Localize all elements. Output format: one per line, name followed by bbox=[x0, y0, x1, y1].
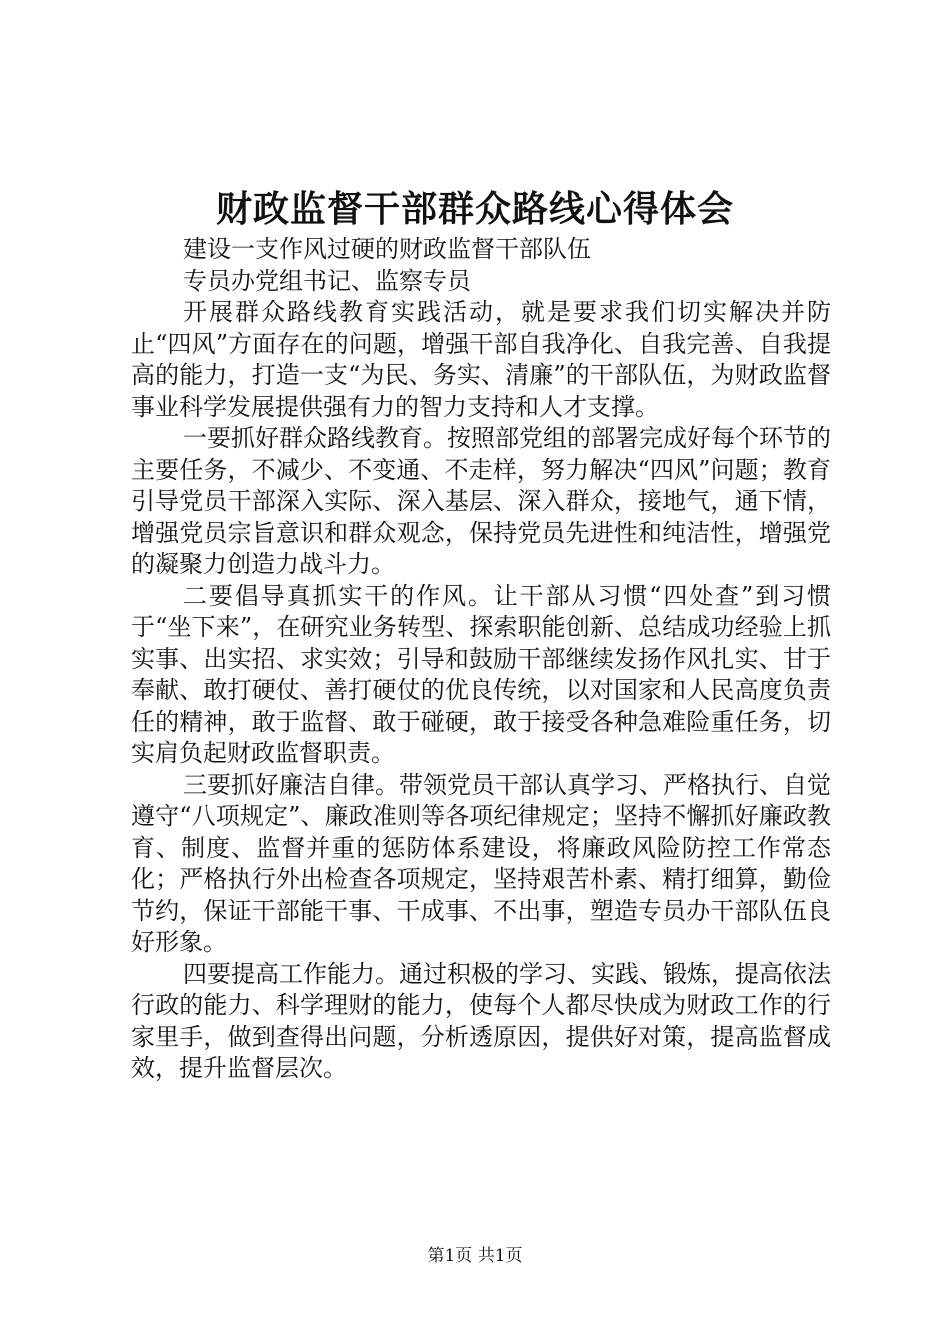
body-paragraph-4: 四要提高工作能力。通过积极的学习、实践、锻炼，提高依法行政的能力、科学理财的能力，使每个人都尽快成为财政工作的行家里手，做到查得出问题，分析透原因，提供好对策，提高监督成效，提升监督层次。 bbox=[131, 959, 831, 1082]
page-number-footer: 第1页 共1页 bbox=[427, 1246, 523, 1266]
subtitle-paragraph: 建设一支作风过硬的财政监督干部队伍 bbox=[183, 235, 591, 263]
document-body bbox=[131, 234, 831, 1085]
intro-paragraph: 开展群众路线教育实践活动，就是要求我们切实解决并防止“四风”方面存在的问题，增强干部自我净化、自我完善、自我提高的能力，打造一支“为民、务实、清廉”的干部队伍，为财政监督事业科学发展提供强有力的智力支持和人才支撑。 bbox=[131, 298, 831, 421]
body-paragraph-3: 三要抓好廉洁自律。带领党员干部认真学习、严格执行、自觉遵守“八项规定”、廉政准则等各项纪律规定；坚持不懈抓好廉政教育、制度、监督并重的惩防体系建设，将廉政风险防控工作常态化；严格执行外出检查各项规定，坚持艰苦朴素、精打细算，勤俭节约，保证干部能干事、干成事、不出事，塑造专员办干部队伍良好形象。 bbox=[131, 770, 831, 956]
body-paragraph-1: 一要抓好群众路线教育。按照部党组的部署完成好每个环节的主要任务，不减少、不变通、不走样，努力解决“四风”问题；教育引导党员干部深入实际、深入基层、深入群众，接地气，通下情，增强党员宗旨意识和群众观念，保持党员先进性和纯洁性，增强党的凝聚力创造力战斗力。 bbox=[131, 424, 831, 578]
author-paragraph: 专员办党组书记、监察专员 bbox=[183, 266, 471, 295]
document-title: 财政监督干部群众路线心得体会 bbox=[215, 188, 734, 230]
body-paragraph-2: 二要倡导真抓实干的作风。让干部从习惯“四处查”到习惯于“坐下来”，在研究业务转型、探索职能创新、总结成功经验上抓实事、出实招、求实效；引导和鼓励干部继续发扬作风扎实、甘于奉献、敢打硬仗、善打硬仗的优良传统，以对国家和人民高度负责任的精神，敢于监督、敢于碰硬，敢于接受各种急难险重任务，切实肩负起财政监督职责。 bbox=[131, 581, 831, 767]
